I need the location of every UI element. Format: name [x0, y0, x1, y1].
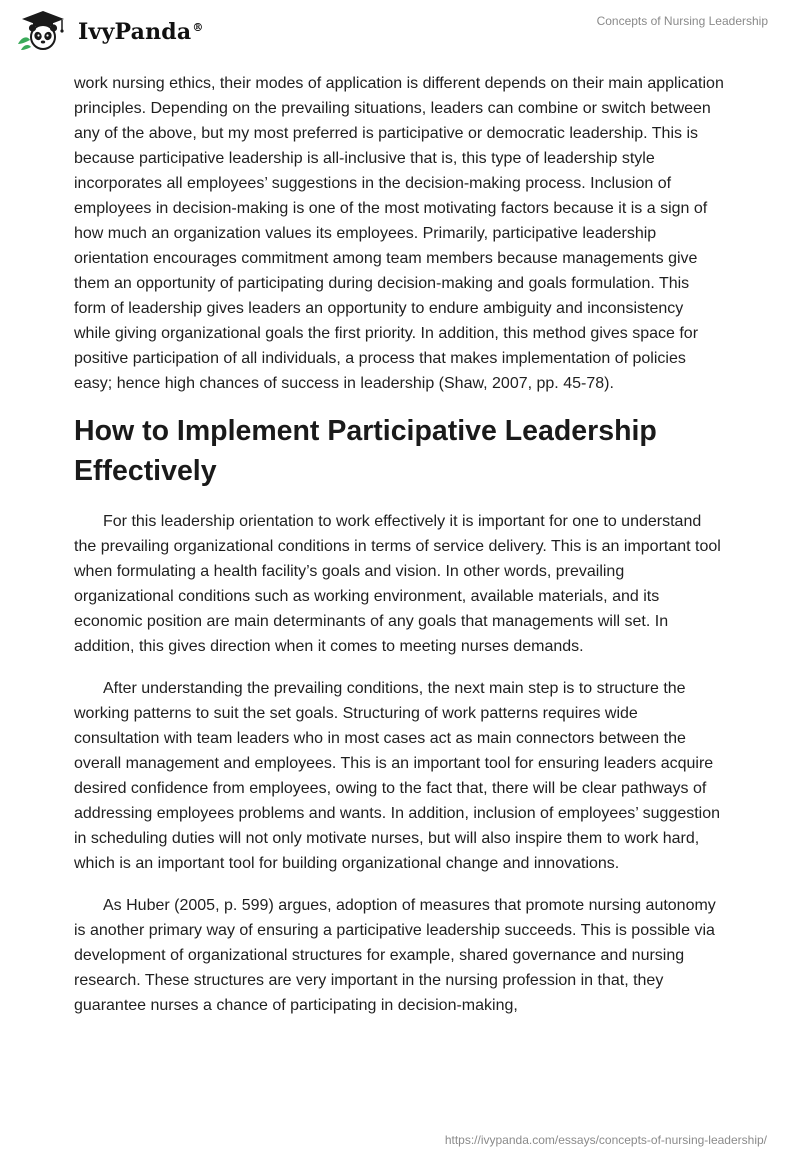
panda-graduate-icon [14, 10, 72, 52]
intro-paragraph: work nursing ethics, their modes of application is different depends on their main application principles. Depending on the prevailing situations, leaders can combine or switch between any of the above, but my most preferred is participative or democratic leadership. This is because participative leadership is all-inclusive that is, this type of leadership style incorporates all employees’ suggestions in the decision-making process. Inclusion of employees in decision-making is one of the most motivating factors because it is a sign of how much an organization values its employees. Primarily, participative leadership orientation encourages commitment among team members because managements give them an opportunity of participating during decision-making and goals formulation. This form of leadership gives leaders an opportunity to endure ambiguity and inconsistency while giving organizational goals the first priority. In addition, this method gives space for positive participation of all individuals, a process that makes implementation of policies easy; hence high chances of success in leadership (Shaw, 2007, pp. 45-78). [74, 75, 724, 392]
article-body [74, 71, 724, 1018]
section-heading: How to Implement Participative Leadership Effectively [74, 415, 657, 487]
body-paragraph-1: For this leadership orientation to work effectively it is important for one to understand the prevailing organizational conditions in terms of service delivery. This is an important tool when formulating a health facility’s goals and vision. In other words, prevailing organizational conditions such as working environment, available materials, and its economic position are main determinants of any goals that managements will set. In addition, this gives direction when it comes to meeting nurses demands. [74, 513, 721, 655]
source-url-link[interactable]: https://ivypanda.com/essays/concepts-of-nursing-leadership/ [444, 1133, 767, 1147]
body-paragraph-2: After understanding the prevailing conditions, the next main step is to structure the working patterns to suit the set goals. Structuring of work patterns requires wide consultation with team leaders who in most cases act as main connectors between the overall management and employees. This is an important tool for ensuring leaders acquire desired confidence from employees, owing to the fact that, there will be clear pathways of addressing employees problems and wants. In addition, inclusion of employees’ suggestion in scheduling duties will not only motivate nurses, but will also inspire them to work hard, which is an important tool for building organizational change and innovations. [74, 680, 721, 872]
brand-logo[interactable] [14, 10, 204, 52]
brand-name: IvyPanda® [78, 19, 204, 45]
page-header [0, 0, 800, 70]
body-paragraph-3: As Huber (2005, p. 599) argues, adoption of measures that promote nursing autonomy is another primary way of ensuring a participative leadership succeeds. This is possible via development of organizational structures for example, shared governance and nursing research. These structures are very important in the nursing profession in that, they guarantee nurses a chance of participating in decision-making, [74, 897, 716, 1014]
registered-mark: ® [192, 20, 204, 34]
document-title: Concepts of Nursing Leadership [596, 14, 768, 28]
